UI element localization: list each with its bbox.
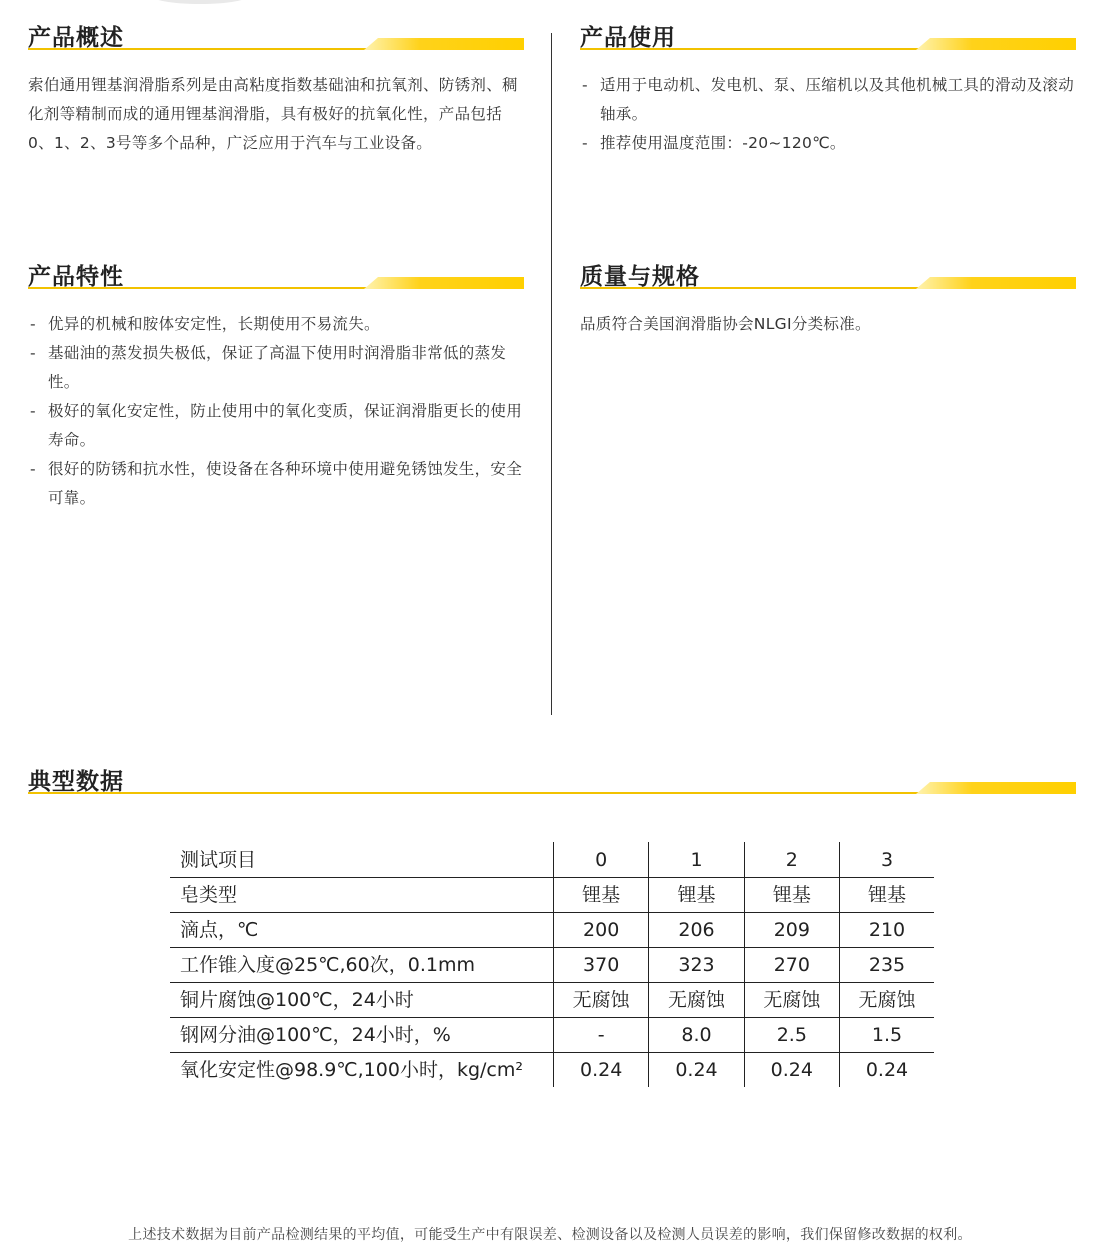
disclaimer-footnote: 上述技术数据为目前产品检测结果的平均值，可能受生产中有限误差、检测设备以及检测人员误差的影响，我们保留修改数据的权利。	[128, 1227, 972, 1243]
quality-heading	[580, 263, 1076, 293]
overview-title-underline	[28, 48, 524, 50]
table-cell: 0.24	[839, 1053, 934, 1088]
features-title: 产品特性	[28, 264, 124, 290]
column-divider	[551, 33, 552, 715]
table-cell: 钢网分油@100℃，24小时，%	[170, 1018, 554, 1053]
typical-data-section	[28, 768, 1076, 798]
table-cell: 206	[649, 913, 744, 948]
table-cell: 0.24	[649, 1053, 744, 1088]
top-decorative-arc	[150, 0, 250, 4]
quality-title: 质量与规格	[580, 264, 700, 290]
table-cell: 锂基	[554, 878, 649, 913]
table-cell: -	[554, 1018, 649, 1053]
typical-data-title: 典型数据	[28, 769, 124, 795]
table-cell: 323	[649, 948, 744, 983]
usage-title: 产品使用	[580, 25, 676, 51]
overview-section	[28, 24, 524, 158]
quality-title-underline	[580, 287, 1076, 289]
overview-title: 产品概述	[28, 25, 124, 51]
table-cell: 370	[554, 948, 649, 983]
features-section	[28, 263, 524, 513]
typical-data-table	[170, 842, 934, 1087]
usage-title-underline	[580, 48, 1076, 50]
table-row	[170, 913, 934, 948]
list-item: - 适用于电动机、发电机、泵、压缩机以及其他机械工具的滑动及滚动轴承。	[580, 71, 1076, 129]
table-row	[170, 1053, 934, 1088]
overview-heading	[28, 24, 524, 54]
table-cell: 200	[554, 913, 649, 948]
table-cell: 无腐蚀	[839, 983, 934, 1018]
typical-data-title-underline	[28, 792, 1076, 794]
table-cell: 锂基	[839, 878, 934, 913]
table-cell: 锂基	[744, 878, 839, 913]
table-cell: 无腐蚀	[744, 983, 839, 1018]
list-item: - 极好的氧化安定性，防止使用中的氧化变质，保证润滑脂更长的使用寿命。	[28, 397, 524, 455]
table-cell: 工作锥入度@25℃,60次，0.1mm	[170, 948, 554, 983]
features-list	[28, 310, 524, 513]
list-item: - 优异的机械和胺体安定性，长期使用不易流失。	[28, 310, 524, 339]
table-row	[170, 983, 934, 1018]
table-cell: 无腐蚀	[649, 983, 744, 1018]
table-cell: 209	[744, 913, 839, 948]
table-cell: 8.0	[649, 1018, 744, 1053]
table-header-cell: 测试项目	[170, 842, 554, 878]
table-cell: 滴点，℃	[170, 913, 554, 948]
table-row	[170, 1018, 934, 1053]
table-row	[170, 878, 934, 913]
quality-text: 品质符合美国润滑脂协会NLGI分类标准。	[580, 315, 871, 333]
table-header-cell: 1	[649, 842, 744, 878]
table-cell: 锂基	[649, 878, 744, 913]
quality-section	[580, 263, 1076, 339]
table-header-row	[170, 842, 934, 878]
usage-section	[580, 24, 1076, 158]
usage-list	[580, 71, 1076, 158]
typical-data-heading	[28, 768, 1076, 798]
table-cell: 2.5	[744, 1018, 839, 1053]
table-header-cell: 2	[744, 842, 839, 878]
table-cell: 235	[839, 948, 934, 983]
table-header-cell: 3	[839, 842, 934, 878]
table-cell: 270	[744, 948, 839, 983]
table-header-cell: 0	[554, 842, 649, 878]
table-cell: 无腐蚀	[554, 983, 649, 1018]
list-item: - 推荐使用温度范围：-20~120℃。	[580, 129, 1076, 158]
usage-heading	[580, 24, 1076, 54]
list-item: - 很好的防锈和抗水性，使设备在各种环境中使用避免锈蚀发生，安全可靠。	[28, 455, 524, 513]
list-item: - 基础油的蒸发损失极低，保证了高温下使用时润滑脂非常低的蒸发性。	[28, 339, 524, 397]
table-cell: 氧化安定性@98.9℃,100小时，kg/cm²	[180, 1059, 523, 1081]
table-row	[170, 948, 934, 983]
table-cell: 210	[839, 913, 934, 948]
table-cell: 0.24	[744, 1053, 839, 1088]
features-heading	[28, 263, 524, 293]
table-cell: 0.24	[554, 1053, 649, 1088]
table-cell: 皂类型	[170, 878, 554, 913]
overview-text: 索伯通用锂基润滑脂系列是由高粘度指数基础油和抗氧剂、防锈剂、稠化剂等精制而成的通用锂基润滑脂，具有极好的抗氧化性，产品包括0、1、2、3号等多个品种，广泛应用于汽车与工业设备。	[28, 76, 518, 152]
table-cell: 1.5	[839, 1018, 934, 1053]
features-title-underline	[28, 287, 524, 289]
table-cell: 铜片腐蚀@100℃，24小时	[170, 983, 554, 1018]
